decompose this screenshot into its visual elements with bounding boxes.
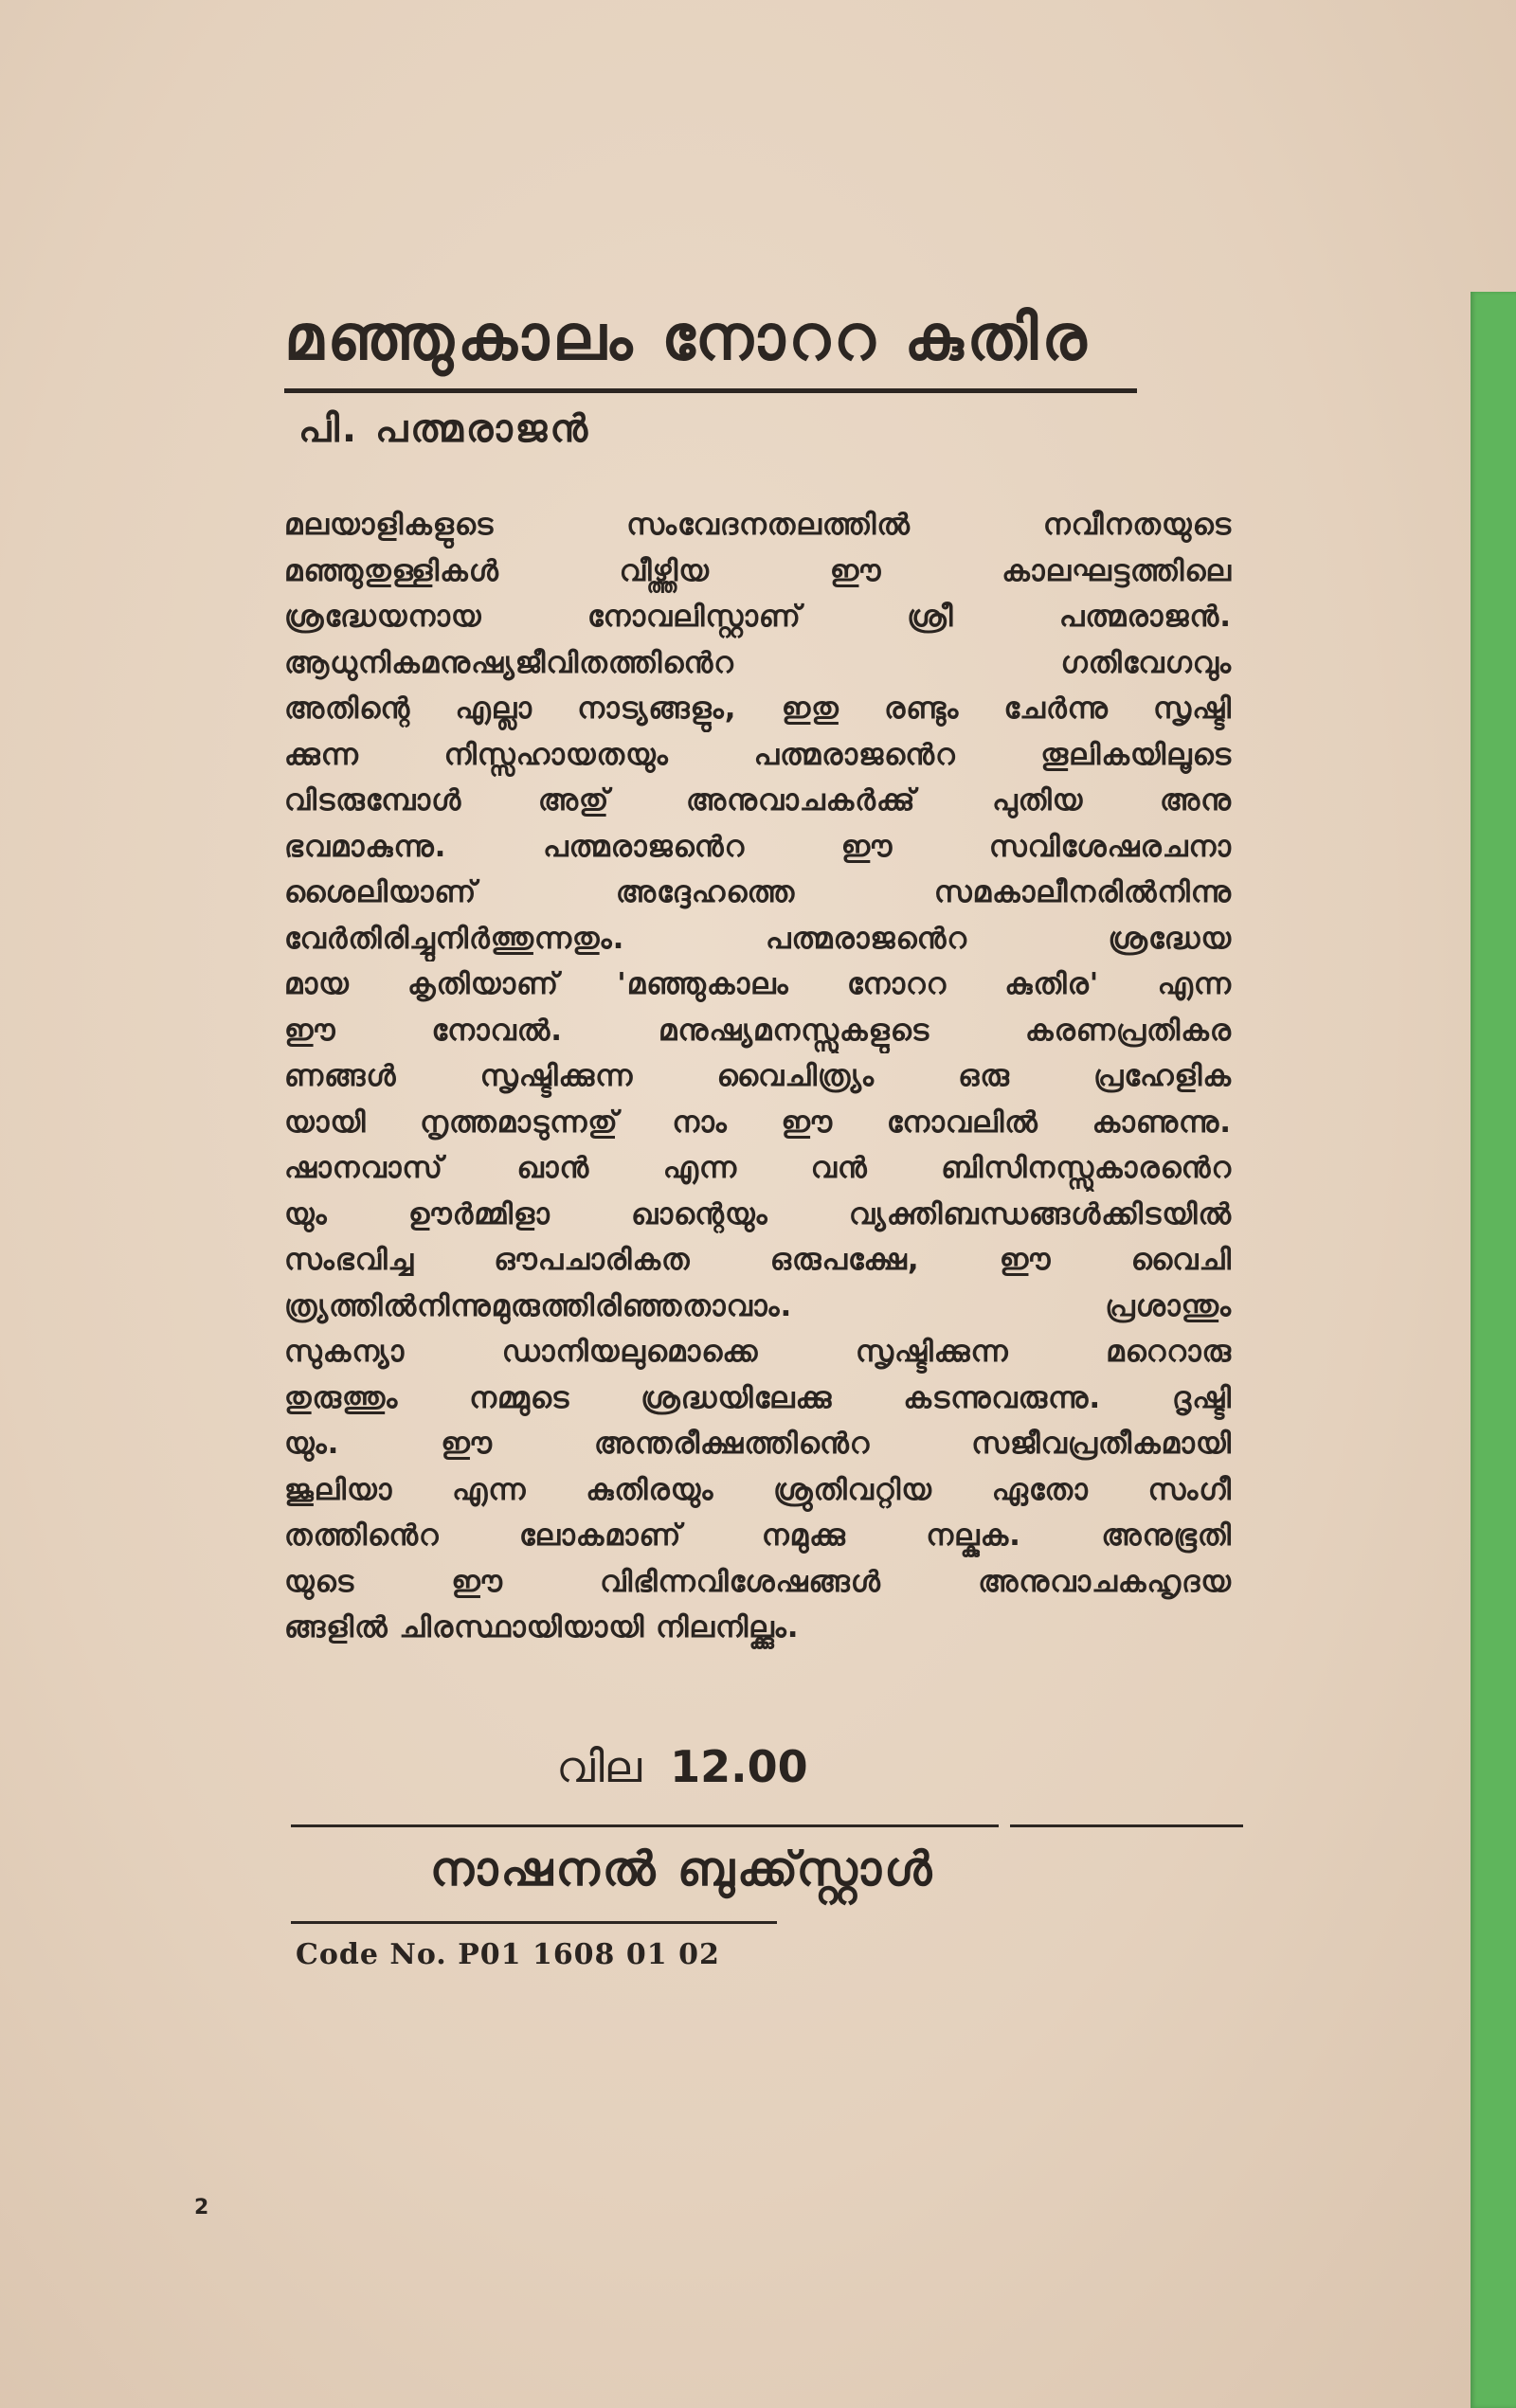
blurb-paragraph <box>284 502 1232 1651</box>
blurb-line: ആധുനികമനുഷ്യജീവിതത്തിൻെറ ഗതിവേഗവും <box>284 645 1232 680</box>
publisher-name: നാഷനൽ ബുക്ക്സ്റ്റാൾ <box>429 1842 935 1896</box>
title-underline <box>284 388 1137 393</box>
blurb-line: ക്കുന്ന നിസ്സഹായതയും പത്മരാജൻെറ തൂലികയിലൂടെ <box>284 737 1232 772</box>
code-number: Code No. P01 1608 01 02 <box>296 1938 720 1971</box>
blurb-line: മലയാളികളുടെ സംവേദനതലത്തിൽ നവീനതയുടെ <box>284 508 1232 542</box>
page-mark: 2 <box>194 2196 209 2219</box>
blurb-line: യായി നൃത്തമാടുന്നതു് നാം ഈ നോവലിൽ കാണുന്നു. <box>284 1105 1232 1140</box>
green-spine-strip <box>1471 292 1516 2408</box>
blurb-line: വേർതിരിച്ചുനിർത്തുന്നതും. പത്മരാജൻെറ ശ്രദ്ധേയ <box>284 921 1232 956</box>
blurb-line: ങ്ങളിൽ ചിരസ്ഥായിയായി നിലനില്ക്കും. <box>284 1610 800 1644</box>
blurb-line: മായ കൃതിയാണ് 'മഞ്ഞുകാലം നോററ കുതിര' എന്ന <box>284 967 1232 1001</box>
blurb-line: യും ഊർമ്മിളാ ഖാന്റെയും വ്യക്തിബന്ധങ്ങൾക്കിടയിൽ <box>284 1196 1232 1231</box>
price-label: വില <box>556 1741 642 1792</box>
blurb-line: അതിന്റെ എല്ലാ നാട്യങ്ങളും, ഇതു രണ്ടും ചേർന്നു സൃഷ്ടി <box>284 692 1232 726</box>
blurb-line: തത്തിൻെറ ലോകമാണ് നമുക്കു നല്കുക. അനുഭൂതി <box>284 1518 1232 1553</box>
blurb-line: ശൈലിയാണ് അദ്ദേഹത്തെ സമകാലീനരിൽനിന്നു <box>284 875 1232 909</box>
blurb-line: ജൂലിയാ എന്ന കുതിരയും ശ്രുതിവറ്റിയ ഏതോ സംഗീ <box>284 1472 1232 1507</box>
blurb-line: ണങ്ങൾ സൃഷ്ടിക്കുന്ന വൈചിത്ര്യം ഒരു പ്രഹേളിക <box>284 1059 1232 1093</box>
code-divider <box>291 1921 777 1924</box>
blurb-line: യും. ഈ അന്തരീക്ഷത്തിൻെറ സജീവപ്രതീകമായി <box>284 1427 1232 1461</box>
divider-right <box>1010 1824 1243 1827</box>
blurb-line: യുടെ ഈ വിഭിന്നവിശേഷങ്ങൾ അനുവാചകഹൃദയ <box>284 1564 1232 1599</box>
book-title: മഞ്ഞുകാലം നോററ കുതിര <box>284 301 1091 374</box>
blurb-line: തുരുത്തും നമ്മുടെ ശ്രദ്ധയിലേക്കു കടന്നുവരുന്നു. ദൃഷ്ടി <box>284 1380 1232 1415</box>
blurb-line: സുകന്യാ ഡാനിയലുമൊക്കെ സൃഷ്ടിക്കുന്ന മറെറാരു <box>284 1335 1232 1369</box>
price-line <box>0 1741 1364 1794</box>
blurb-line: ത്ര്യത്തിൽനിന്നുമുരുത്തിരിഞ്ഞതാവാം. പ്രശാന്തും <box>284 1288 1232 1323</box>
price-amount: 12.00 <box>670 1741 808 1792</box>
blurb-line: ഷാനവാസ് ഖാൻ എന്ന വൻ ബിസിനസ്സുകാരൻെറ <box>284 1151 1232 1185</box>
blurb-line: വിടരുമ്പോൾ അതു് അനുവാചകർക്കു് പുതിയ അനു <box>284 783 1232 818</box>
blurb-line: ശ്രദ്ധേയനായ നോവലിസ്റ്റാണ് ശ്രീ പത്മരാജൻ. <box>284 600 1232 634</box>
author-name: പി. പത്മരാജൻ <box>298 407 591 451</box>
blurb-line: സംഭവിച്ച ഔപചാരികത ഒരുപക്ഷേ, ഈ വൈചി <box>284 1243 1232 1277</box>
blurb-line: ഭവമാകുന്നു. പത്മരാജൻെറ ഈ സവിശേഷരചനാ <box>284 829 1232 864</box>
blurb-line: ഈ നോവൽ. മനുഷ്യമനസ്സുകളുടെ കരണപ്രതികര <box>284 1013 1232 1048</box>
divider-left <box>291 1824 999 1827</box>
blurb-line: മഞ്ഞുതുള്ളികൾ വീഴ്ത്തിയ ഈ കാലഘട്ടത്തിലെ <box>284 553 1232 588</box>
